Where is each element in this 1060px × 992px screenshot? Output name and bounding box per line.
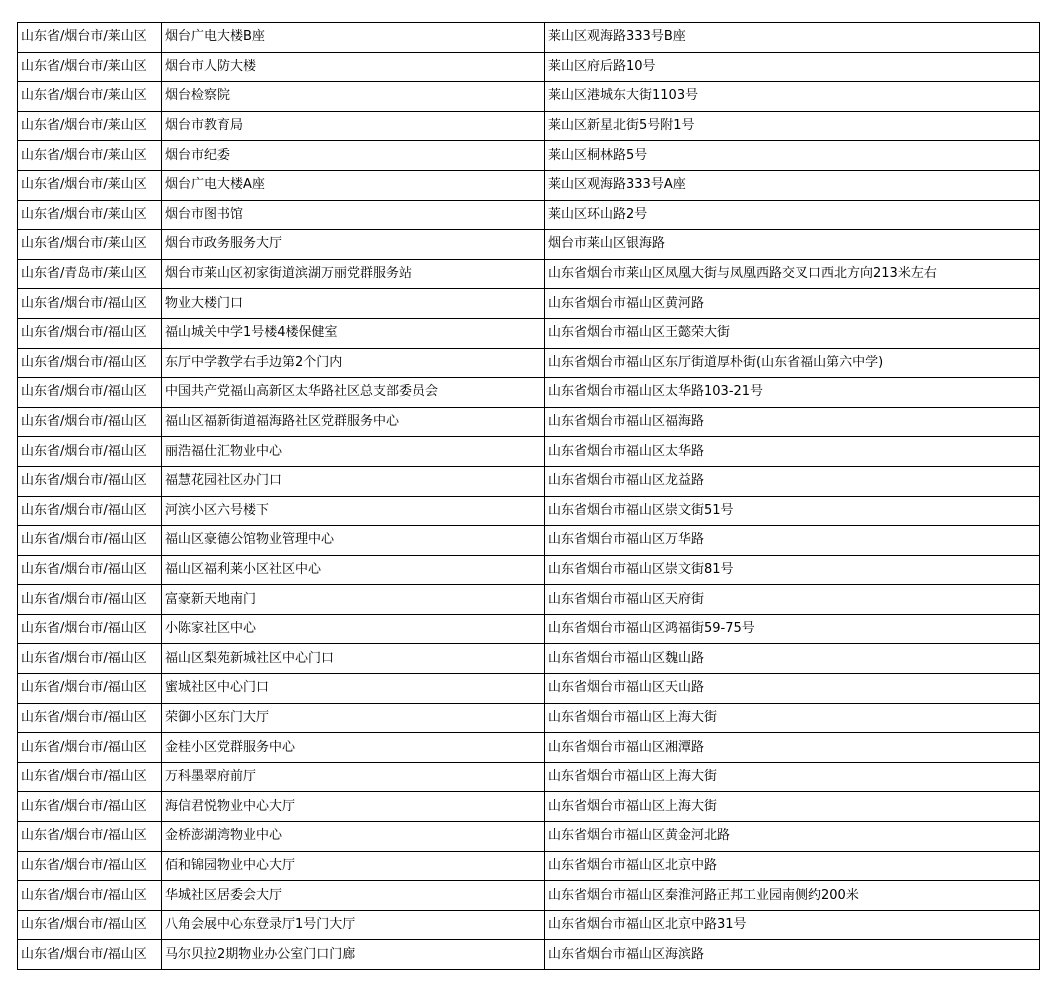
site-name-cell: 烟台市纪委 bbox=[162, 141, 545, 171]
location-table bbox=[17, 22, 1040, 970]
table-row bbox=[18, 200, 1040, 230]
site-name-cell: 富豪新天地南门 bbox=[162, 585, 545, 615]
site-name-cell: 佰和锦园物业中心大厅 bbox=[162, 851, 545, 881]
region-cell: 山东省/烟台市/福山区 bbox=[18, 644, 162, 674]
region-cell: 山东省/烟台市/福山区 bbox=[18, 526, 162, 556]
address-cell: 莱山区新星北街5号附1号 bbox=[545, 111, 1040, 141]
region-cell: 山东省/烟台市/福山区 bbox=[18, 466, 162, 496]
table-row bbox=[18, 289, 1040, 319]
site-name-cell: 八角会展中心东登录厅1号门大厅 bbox=[162, 910, 545, 940]
table-row bbox=[18, 496, 1040, 526]
site-name-cell: 河滨小区六号楼下 bbox=[162, 496, 545, 526]
address-cell: 山东省烟台市福山区魏山路 bbox=[545, 644, 1040, 674]
table-row bbox=[18, 230, 1040, 260]
region-cell: 山东省/烟台市/福山区 bbox=[18, 792, 162, 822]
address-cell: 山东省烟台市福山区太华路103-21号 bbox=[545, 378, 1040, 408]
site-name-cell: 烟台广电大楼B座 bbox=[162, 23, 545, 53]
region-cell: 山东省/烟台市/福山区 bbox=[18, 940, 162, 970]
region-cell: 山东省/烟台市/莱山区 bbox=[18, 170, 162, 200]
site-name-cell: 物业大楼门口 bbox=[162, 289, 545, 319]
site-name-cell: 福山区豪德公馆物业管理中心 bbox=[162, 526, 545, 556]
address-cell: 莱山区观海路333号B座 bbox=[545, 23, 1040, 53]
table-row bbox=[18, 703, 1040, 733]
site-name-cell: 海信君悦物业中心大厅 bbox=[162, 792, 545, 822]
region-cell: 山东省/烟台市/莱山区 bbox=[18, 111, 162, 141]
table-row bbox=[18, 82, 1040, 112]
table-row bbox=[18, 851, 1040, 881]
table-row bbox=[18, 585, 1040, 615]
address-cell: 山东省烟台市福山区上海大街 bbox=[545, 703, 1040, 733]
table-row bbox=[18, 733, 1040, 763]
table-row bbox=[18, 644, 1040, 674]
address-cell: 山东省烟台市福山区上海大街 bbox=[545, 762, 1040, 792]
site-name-cell: 烟台市图书馆 bbox=[162, 200, 545, 230]
table-row bbox=[18, 52, 1040, 82]
region-cell: 山东省/烟台市/福山区 bbox=[18, 703, 162, 733]
region-cell: 山东省/烟台市/福山区 bbox=[18, 289, 162, 319]
region-cell: 山东省/烟台市/莱山区 bbox=[18, 200, 162, 230]
address-cell: 山东省烟台市福山区秦淮河路正邦工业园南侧约200米 bbox=[545, 881, 1040, 911]
site-name-cell: 烟台广电大楼A座 bbox=[162, 170, 545, 200]
table-row bbox=[18, 259, 1040, 289]
table-row bbox=[18, 437, 1040, 467]
address-cell: 山东省烟台市福山区天府街 bbox=[545, 585, 1040, 615]
region-cell: 山东省/烟台市/福山区 bbox=[18, 407, 162, 437]
region-cell: 山东省/烟台市/莱山区 bbox=[18, 82, 162, 112]
site-name-cell: 蜜城社区中心门口 bbox=[162, 674, 545, 704]
address-cell: 烟台市莱山区银海路 bbox=[545, 230, 1040, 260]
region-cell: 山东省/烟台市/福山区 bbox=[18, 910, 162, 940]
site-name-cell: 烟台市人防大楼 bbox=[162, 52, 545, 82]
region-cell: 山东省/烟台市/福山区 bbox=[18, 496, 162, 526]
site-name-cell: 东厅中学教学右手边第2个门内 bbox=[162, 348, 545, 378]
site-name-cell: 福山区福利莱小区社区中心 bbox=[162, 555, 545, 585]
address-cell: 山东省烟台市福山区天山路 bbox=[545, 674, 1040, 704]
address-cell: 莱山区环山路2号 bbox=[545, 200, 1040, 230]
region-cell: 山东省/烟台市/福山区 bbox=[18, 674, 162, 704]
address-cell: 山东省烟台市福山区东厅街道厚朴街(山东省福山第六中学) bbox=[545, 348, 1040, 378]
table-row bbox=[18, 762, 1040, 792]
site-name-cell: 金桂小区党群服务中心 bbox=[162, 733, 545, 763]
address-cell: 山东省烟台市福山区鸿福街59-75号 bbox=[545, 614, 1040, 644]
site-name-cell: 马尔贝拉2期物业办公室门口门廊 bbox=[162, 940, 545, 970]
table-row bbox=[18, 170, 1040, 200]
table-row bbox=[18, 318, 1040, 348]
address-cell: 山东省烟台市福山区崇文街81号 bbox=[545, 555, 1040, 585]
address-cell: 山东省烟台市福山区崇文街51号 bbox=[545, 496, 1040, 526]
address-cell: 山东省烟台市福山区太华路 bbox=[545, 437, 1040, 467]
table-row bbox=[18, 23, 1040, 53]
region-cell: 山东省/烟台市/莱山区 bbox=[18, 52, 162, 82]
site-name-cell: 福山城关中学1号楼4楼保健室 bbox=[162, 318, 545, 348]
site-name-cell: 金桥澎湖湾物业中心 bbox=[162, 822, 545, 852]
table-row bbox=[18, 881, 1040, 911]
table-row bbox=[18, 466, 1040, 496]
address-cell: 山东省烟台市福山区北京中路 bbox=[545, 851, 1040, 881]
table-row bbox=[18, 526, 1040, 556]
site-name-cell: 烟台市教育局 bbox=[162, 111, 545, 141]
table-row bbox=[18, 378, 1040, 408]
table-row bbox=[18, 141, 1040, 171]
site-name-cell: 丽浩福仕汇物业中心 bbox=[162, 437, 545, 467]
table-row bbox=[18, 940, 1040, 970]
address-cell: 莱山区观海路333号A座 bbox=[545, 170, 1040, 200]
site-name-cell: 烟台市莱山区初家街道滨湖万丽党群服务站 bbox=[162, 259, 545, 289]
region-cell: 山东省/烟台市/福山区 bbox=[18, 318, 162, 348]
region-cell: 山东省/烟台市/莱山区 bbox=[18, 230, 162, 260]
region-cell: 山东省/烟台市/福山区 bbox=[18, 614, 162, 644]
site-name-cell: 福山区福新街道福海路社区党群服务中心 bbox=[162, 407, 545, 437]
region-cell: 山东省/青岛市/莱山区 bbox=[18, 259, 162, 289]
region-cell: 山东省/烟台市/福山区 bbox=[18, 555, 162, 585]
table-row bbox=[18, 792, 1040, 822]
table-row bbox=[18, 674, 1040, 704]
site-name-cell: 小陈家社区中心 bbox=[162, 614, 545, 644]
table-row bbox=[18, 822, 1040, 852]
site-name-cell: 烟台检察院 bbox=[162, 82, 545, 112]
address-cell: 山东省烟台市福山区湘潭路 bbox=[545, 733, 1040, 763]
region-cell: 山东省/烟台市/福山区 bbox=[18, 733, 162, 763]
address-cell: 莱山区港城东大街1103号 bbox=[545, 82, 1040, 112]
table-row bbox=[18, 407, 1040, 437]
region-cell: 山东省/烟台市/福山区 bbox=[18, 378, 162, 408]
address-cell: 山东省烟台市福山区龙益路 bbox=[545, 466, 1040, 496]
address-cell: 山东省烟台市福山区北京中路31号 bbox=[545, 910, 1040, 940]
address-cell: 山东省烟台市福山区黄金河北路 bbox=[545, 822, 1040, 852]
table-row bbox=[18, 111, 1040, 141]
table-row bbox=[18, 910, 1040, 940]
region-cell: 山东省/烟台市/福山区 bbox=[18, 881, 162, 911]
region-cell: 山东省/烟台市/福山区 bbox=[18, 585, 162, 615]
region-cell: 山东省/烟台市/莱山区 bbox=[18, 23, 162, 53]
address-cell: 莱山区府后路10号 bbox=[545, 52, 1040, 82]
region-cell: 山东省/烟台市/福山区 bbox=[18, 437, 162, 467]
site-name-cell: 福慧花园社区办门口 bbox=[162, 466, 545, 496]
site-name-cell: 福山区梨苑新城社区中心门口 bbox=[162, 644, 545, 674]
address-cell: 山东省烟台市福山区黄河路 bbox=[545, 289, 1040, 319]
site-name-cell: 烟台市政务服务大厅 bbox=[162, 230, 545, 260]
region-cell: 山东省/烟台市/福山区 bbox=[18, 851, 162, 881]
region-cell: 山东省/烟台市/福山区 bbox=[18, 822, 162, 852]
site-name-cell: 华城社区居委会大厅 bbox=[162, 881, 545, 911]
site-name-cell: 荣御小区东门大厅 bbox=[162, 703, 545, 733]
table-body bbox=[18, 23, 1040, 970]
address-cell: 莱山区桐林路5号 bbox=[545, 141, 1040, 171]
table-row bbox=[18, 555, 1040, 585]
region-cell: 山东省/烟台市/福山区 bbox=[18, 348, 162, 378]
document-page bbox=[17, 22, 1039, 970]
site-name-cell: 万科墨翠府前厅 bbox=[162, 762, 545, 792]
region-cell: 山东省/烟台市/福山区 bbox=[18, 762, 162, 792]
address-cell: 山东省烟台市福山区王懿荣大街 bbox=[545, 318, 1040, 348]
address-cell: 山东省烟台市莱山区凤凰大街与凤凰西路交叉口西北方向213米左右 bbox=[545, 259, 1040, 289]
table-row bbox=[18, 614, 1040, 644]
address-cell: 山东省烟台市福山区上海大街 bbox=[545, 792, 1040, 822]
region-cell: 山东省/烟台市/莱山区 bbox=[18, 141, 162, 171]
table-row bbox=[18, 348, 1040, 378]
address-cell: 山东省烟台市福山区海滨路 bbox=[545, 940, 1040, 970]
address-cell: 山东省烟台市福山区福海路 bbox=[545, 407, 1040, 437]
site-name-cell: 中国共产党福山高新区太华路社区总支部委员会 bbox=[162, 378, 545, 408]
address-cell: 山东省烟台市福山区万华路 bbox=[545, 526, 1040, 556]
